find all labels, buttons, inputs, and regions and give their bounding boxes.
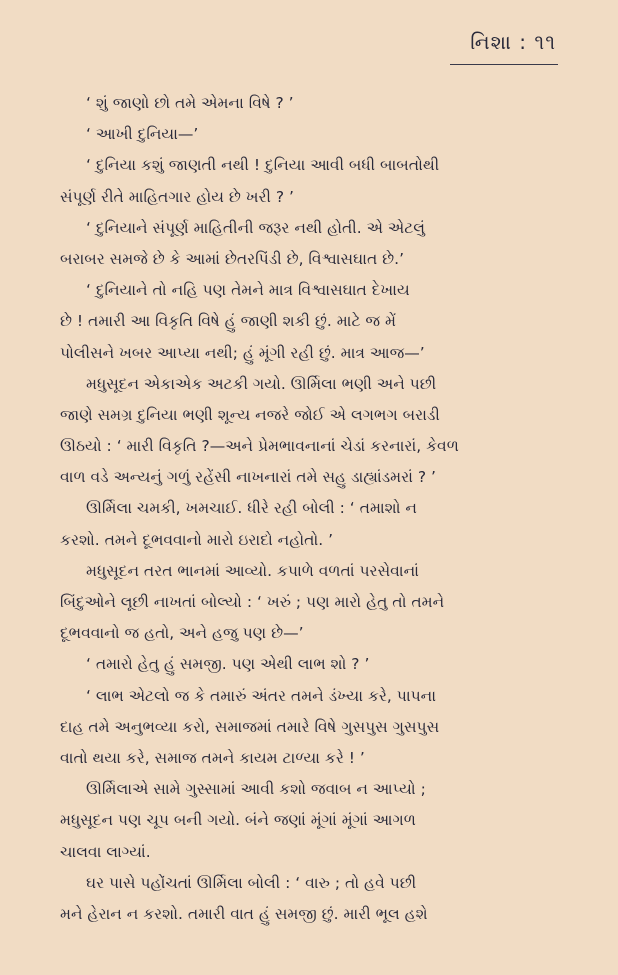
text-line: ઘર પાસે પહોંચતાં ઊર્મિલા બોલી : ‘ વારુ ; તો હવે પછી xyxy=(86,873,417,892)
text-line: વાળ વડે અન્યનું ગળું રહેંસી નાખનારાં તમે સહુ ડાહ્યાંડમરાં ? ’ xyxy=(60,468,436,487)
text-line: મને હેરાન ન કરશો. તમારી વાત હું સમજી છું. મારી ભૂલ હશે xyxy=(60,904,428,923)
text-line: દાહ તમે અનુભવ્યા કરો, સમાજમાં તમારે વિષે ગુસપુસ ગુસપુસ xyxy=(60,717,440,736)
text-line: બિંદુઓને લૂછી નાખતાં બોલ્યો : ‘ ખરું ; પણ મારો હેતુ તો તમને xyxy=(60,593,445,611)
page-body xyxy=(60,88,558,930)
text-line: ‘ શું જાણો છો તમે એમના વિષે ? ’ xyxy=(86,94,294,112)
text-line: ‘ આખી દુનિયા—’ xyxy=(86,125,199,144)
text-line: મધુસૂદન પણ ચૂપ બની ગયો. બંને જણાં મૂંગાં મૂંગાં આગળ xyxy=(60,811,416,830)
paragraph xyxy=(60,88,558,119)
text-line: ‘ લાભ એટલો જ કે તમારું અંતર તમને ડંખ્યા કરે, પાપના xyxy=(86,686,437,705)
text-line: બરાબર સમજે છે કે આમાં છેતરપિંડી છે, વિશ્વાસઘાત છે.’ xyxy=(60,249,405,268)
paragraph xyxy=(60,556,558,650)
text-line: જાણે સમગ્ર દુનિયા ભણી શૂન્ય નજરે જોઈ એ લગભગ બરાડી xyxy=(60,405,440,424)
text-line: સંપૂર્ણ રીતે માહિતગાર હોય છે ખરી ? ’ xyxy=(60,187,294,206)
paragraph xyxy=(60,275,558,369)
text-line: ઊઠયો : ‘ મારી વિકૃતિ ?—અને પ્રેમભાવનાનાં ચેડાં કરનારાં, કેવળ xyxy=(60,437,459,456)
text-line: ‘ તમારો હેતુ હું સમજી. પણ એથી લાભ શો ? ’ xyxy=(86,655,370,674)
text-line: વાતો થયા કરે, સમાજ તમને કાયમ ટાળ્યા કરે ! ’ xyxy=(60,748,365,767)
text-line: ‘ દુનિયાને તો નહિ પણ તેમને માત્ર વિશ્વાસઘાત દેખાય xyxy=(86,281,410,300)
text-line: છે ! તમારી આ વિકૃતિ વિષે હું જાણી શકી છું. માટે જ મેં xyxy=(60,312,396,331)
text-line: ‘ દુનિયા કશું જાણતી નથી ! દુનિયા આવી બધી બાબતોથી xyxy=(86,156,440,175)
paragraph xyxy=(60,213,558,275)
text-line: દૂભવવાનો જ હતો, અને હજુ પણ છે—’ xyxy=(60,624,304,643)
paragraph xyxy=(60,369,558,494)
paragraph xyxy=(60,681,558,775)
text-line: ‘ દુનિયાને સંપૂર્ણ માહિતીની જરૂર નથી હોતી. એ એટલું xyxy=(86,218,425,237)
text-line: મધુસૂદન એકાએક અટકી ગયો. ઊર્મિલા ભણી અને પછી xyxy=(86,374,437,393)
text-line: ચાલવા લાગ્યાં. xyxy=(60,842,151,861)
text-line: પોલીસને ખબર આપ્યા નથી; હું મૂંગી રહી છું. માત્ર આજ—’ xyxy=(60,343,425,362)
text-line: ઊર્મિલા ચમકી, ખમચાઈ. ધીરે રહી બોલી : ‘ તમાશો ન xyxy=(86,499,417,518)
paragraph xyxy=(60,649,558,680)
paragraph xyxy=(60,774,558,868)
paragraph xyxy=(60,868,558,930)
paragraph xyxy=(60,150,558,212)
paragraph xyxy=(60,493,558,555)
text-line: ઊર્મિલાએ સામે ગુસ્સામાં આવી કશો જવાબ ન આપ્યો ; xyxy=(86,780,426,799)
text-line: કરશો. તમને દૂભવવાનો મારો ઇરાદો નહોતો. ’ xyxy=(60,530,334,549)
paragraph xyxy=(60,119,558,150)
page-header: નિશા : ૧૧ xyxy=(470,30,556,54)
header-underline xyxy=(450,64,558,65)
text-line: મધુસૂદન તરત ભાનમાં આવ્યો. કપાળે વળતાં પરસેવાનાં xyxy=(86,561,419,580)
